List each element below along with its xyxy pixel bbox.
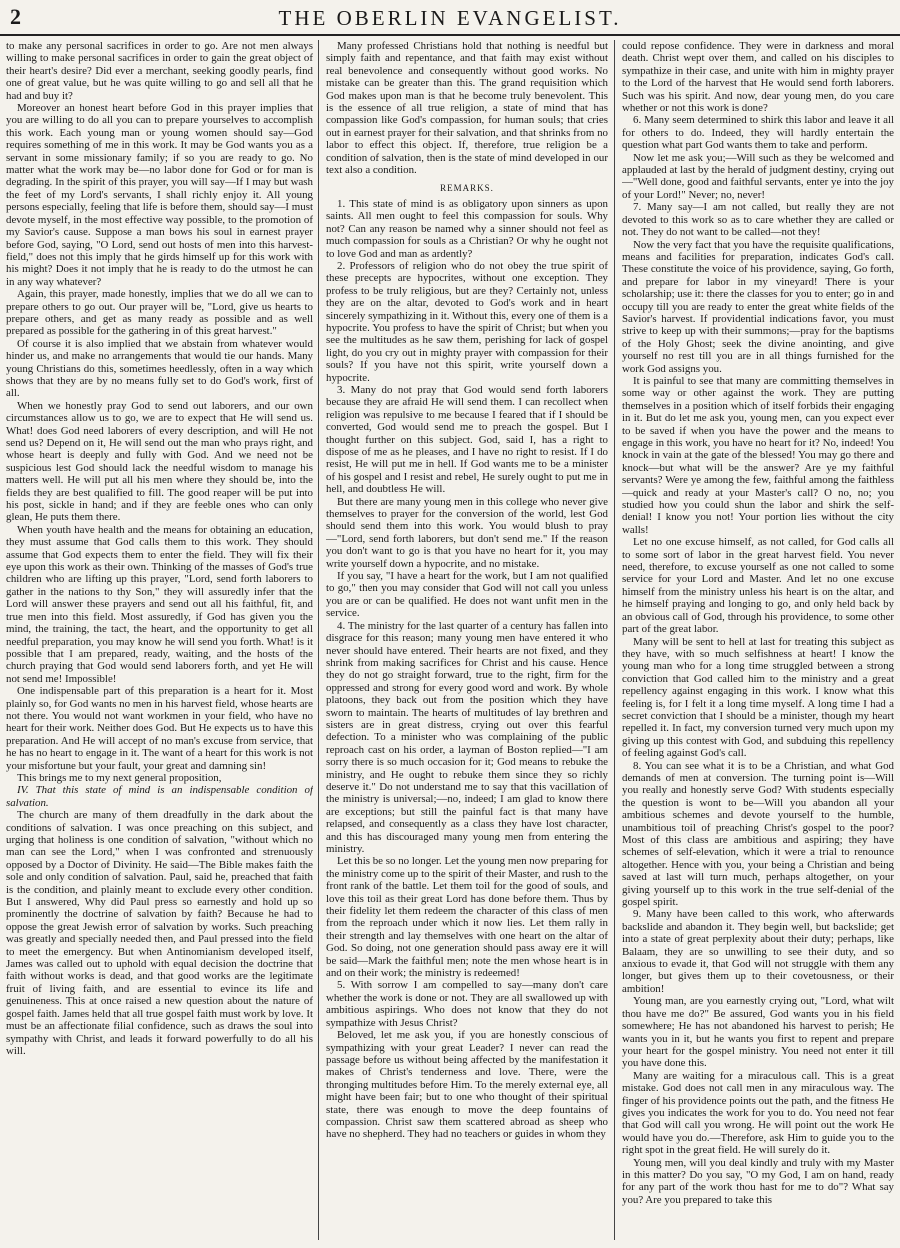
- paragraph: could repose confidence. They were in darkness and moral death. Christ wept over them, and called on his disciples to sympathize in their case, and unite with him in mighty prayer to the Lord of the harvest that He would send forth laborers. Such was his spirit. And now, dear young men, do you care whether or not this work is done?: [622, 40, 894, 115]
- paragraph: 9. Many have been called to this work, who afterwards backslide and abandon it. They begin well, but backslide; get into a state of great perplexity about their duty; perhaps, like Balaam, they are so unwilling to see their duty, and so anxious to evade it, that God will not struggle with them any longer, but gives them up to their covetousness, or their ambition!: [622, 908, 894, 995]
- paragraph: 2. Professors of religion who do not obey the true spirit of these precepts are hypocrites, without one exception. They profess to be truly religious, but are they? Certainly not, unless they are on the altar, devoted to God's work and in heart sincerely sympathizing in it. Without this, every one of them is a hypocrite. You profess to have the spirit of Christ; but when you see the multitudes as he saw them, perishing for lack of gospel light, do you cry out in mighty prayer with compassion for their souls? If you have not this spirit, write yourself down a hypocrite.: [326, 259, 608, 384]
- paragraph: This brings me to my next general proposition,: [17, 771, 222, 784]
- paragraph: One indispensable part of this preparation is a heart for it. Most plainly so, for God wants no men in his harvest field, whose hearts are not there. You would not want workmen in your field, who have no heart for their work. Neither does God. But He expects us to have this preparation. And He will accept of no man's excuse from service, that he has no heart to engage in it. The want of a heart for this work is not your misfortune but your fault, your great and damning sin!: [6, 685, 313, 772]
- paragraph: 6. Many seem determined to shirk this labor and leave it all for others to do. Indeed, they will hardly entertain the question what part God wants them to take and perform.: [622, 114, 894, 152]
- paragraph: Young man, are you earnestly crying out, "Lord, what wilt thou have me do?" Be assured, God wants you in his field somewhere; He has not abandoned his harvest to perish; He wants you in it, but he wants you first to repent and prepare your heart for the gospel ministry. You need not enter it till you have done this.: [622, 995, 894, 1070]
- paragraph: 5. With sorrow I am compelled to say—many don't care whether the work is done or not. They are all swallowed up with ambitious aspirings. Who does not know that they do not sympathize with Jesus Christ?: [326, 979, 608, 1029]
- paragraph: Many are waiting for a miraculous call. This is a great mistake. God does not call men in any miraculous way. The finger of his providence points out the path, and the fitness He gives you indicates the work for you to do. You need not fear that God will call you wrong. He will point out the work He would have you do.—Therefore, ask Him to guide you to the right spot in the great field. He will surely do it.: [622, 1069, 894, 1157]
- paragraph: 8. You can see what it is to be a Christian, and what God demands of men at conversion. The turning point is—Will you really and honestly serve God? With students especially the question is wont to be—Will you abandon all your ambitious schemes and devote yourself to the humble, unambitious toil of preaching Christ's gospel to the poor? Most of this class are ambitious and aspiring; they have schemes of self-elevation, which it were a trial to renounce altogether. Hence with you, your being a Christian and being saved at last will turn much, perhaps altogether, on your giving yourself up to this work in the true self-denial of the gospel spirit.: [622, 759, 894, 909]
- paragraph: Now let me ask you;—Will such as they be welcomed and applauded at last by the herald of judgment destiny, crying out—"Well done, good and faithful servants, enter ye into the joy of your Lord!" Never; no, never!: [622, 151, 894, 201]
- paragraph: 4. The ministry for the last quarter of a century has fallen into disgrace for this reason; many young men have entered it who never should have entered. Their hearts are not fixed, and they shrink from making sacrifices for Christ and his cause. Hence they do not go straight forward, true to the right, firm for the oppressed and strong for every good word and work. By whole platoons, they back out from the position which they have sworn to maintain. The hearts of multitudes of lay brethren and sisters are in great distress, crying out over this fearful defection. To a minister who was complaining of the public reproach cast on his order, a layman of Boston replied—"I am sorry there is so much occasion for it; God means to rebuke the ministry, and He ought to rebuke them since they so richly deserve it." Do not understand me to say that this vacillation of the ministry is universal;—no, indeed; I am glad to know there are exceptions; but still the painful fact is that many have relapsed, and consequently as a class they have lost character, and this has discouraged many young men from entering the ministry.: [326, 619, 608, 855]
- article-columns: [0, 40, 900, 1240]
- paragraph: Many will be sent to hell at last for treating this subject as they have, with so much selfishness at heart! I know the young man who for a long time struggled between a strong conviction that God called him to the ministry and a great repellency against engaging in this work. I know what this feeling is, for I felt it a long time myself. A long time I had a secret conviction that I should be a minister, though my heart repelled it. In fact, my conversion turned very much upon my giving up this contest with God, and subduing this repellency of feeling against God's call.: [622, 635, 894, 760]
- paragraph: 1. This state of mind is as obligatory upon sinners as upon saints. All men ought to feel this compassion for souls. Why not? Can any reason be named why a sinner should not feel as much compassion for souls as a Christian? Or why he ought not to love God and man as ardently?: [326, 197, 608, 260]
- column-3: [622, 40, 894, 1240]
- paragraph: But there are many young men in this college who never give themselves to prayer for the conversion of the world, lest God should send them into this work. You would blush to pray—"Lord, send forth laborers, but don't send me." If the reason you don't want to go is that you have no heart for it, you may write yourself down a hypocrite, and no mistake.: [326, 495, 608, 570]
- paragraph: Moreover an honest heart before God in this prayer implies that you are willing to do all you can to prepare yourselves to accomplish this work. Each young man or young women should say—God requires something of me in this work. It may be God wants you as a servant in some missionary family; if so you are ready to go. No matter what the work may be—no labor done for God or for man is degrading. In the spirit of this prayer, you will say—If I may but wash the feet of my Lord's servants, I shall richly enjoy it. All young persons especially, feeling that life is before them, should say—I must devote myself, in the most effective way possible, to the promotion of my Savior's cause. Suppose a man bows his soul in earnest prayer before God, saying, "O Lord, send out hosts of men into this harvest-field," does not this imply that he girds himself up for this work with his might? Does it not imply that he is ready to do the utmost he can in any way whatever?: [6, 102, 313, 288]
- paragraph: 3. Many do not pray that God would send forth laborers because they are afraid He will send them. I can recollect when religion was repulsive to me because I feared that if I should be converted, God would send me to preach the gospel. But I thought further on this subject. God, said I, has a right to dispose of me as he pleases, and I have no right to resist. If I do resist, He will put me in hell. If God wants me to be a minister of his gospel and I resist and rebel, He surely ought to put me in hell, and doubtless He will.: [326, 383, 608, 496]
- paragraph: Let this be so no longer. Let the young men now preparing for the ministry come up to the spirit of their Master, and rush to the front rank of the battle. Let them toil for the good of souls, and love this toil as their great Lord has done before them. Thus by their fidelity let them redeem the character of this class of men from the reproach under which it now lies. Let them rally in their strength and lay themselves with one heart on the altar of God. So doing, not one generation should pass away ere it will be said—Mark the faithful men; note the men whose heart is in and on their work; the ministry is redeemed!: [326, 855, 608, 980]
- paragraph: Many professed Christians hold that nothing is needful but simply faith and repentance, and that faith may exist without real benevolence and consequently without good works. No mistake can be greater than this. The grand requisition which God makes upon man is that he become truly benevolent. This is the essence of all true religion, a state of mind that has compassion like God's compassion, for human souls; that cries out in earnest prayer for their salvation, and that shrinks from no labor to effect this object. If, therefore, true religion be a condition of salvation, then is the state of mind developed in our text also a condition.: [326, 40, 608, 177]
- masthead: [0, 0, 900, 36]
- paragraph: If you say, "I have a heart for the work, but I am not qualified to go," then you may consider that God will not call you unless you are or can be qualified. He does not want unfit men in the service.: [326, 570, 608, 620]
- paragraph: It is painful to see that many are committing themselves in some way or other against the work. They are putting themselves in a position which of itself forbids their engaging in it. But do let me ask you, young men, can you expect ever to be saved if when you have the power and the means to engage in this work, you have no heart for it? No, indeed! You knock in vain at the gate of the blessed! You may go there and knock—but what will be the answer? Are ye my faithful servants? Were ye among the few, faithful among the faithless—quick and ready at your Master's call? O no, no; you studied how you could shun the labor and shirk the self-denial! I know you not! Your portion lies without the city walls!: [622, 374, 894, 536]
- column-1: [6, 40, 313, 1240]
- paragraph: to make any personal sacrifices in order to go. Are not men always willing to make personal sacrifices in order to gain the great object of their heart's desire? Did ever a merchant, seeking goodly pearls, find one of great value, but he was quite willing to go and sell all that he had and buy it?: [6, 40, 313, 102]
- newspaper-title: THE OBERLIN EVANGELIST.: [278, 6, 622, 30]
- remarks-heading: REMARKS.: [440, 183, 494, 194]
- section-heading: IV. That this state of mind is an indispensable condition of salvation.: [6, 784, 313, 809]
- paragraph: Again, this prayer, made honestly, implies that we do all we can to prepare others to go out. Our prayer will be, "Lord, give us hearts to prepare others, and get as many ready as possible and as well prepared as possible for the gathering in of this great harvest.": [6, 288, 313, 338]
- paragraph: When youth have health and the means for obtaining an education, they must assume that God calls them to this work. They should assume that God expects them to enter the field. They will fix their eye upon this work as their own. Thinking of the masses of God's true children who are lifting up this prayer, "Lord, send forth laborers to gather in the nations to thy Son," they will assuredly infer that the Lord will answer these prayers and send out all his faithful, fit, and true men into this field. Most assuredly, if God has given you the mind, the training, the tact, the heart, and the opportunity to get all needful preparation, you may know he will send you forth. What! is it possible that I am prepared, ready, waiting, and the hosts of the church praying that God would send laborers forth, and yet He will not send me! Impossible!: [6, 523, 313, 685]
- column-2: [326, 40, 608, 1240]
- paragraph: Now the very fact that you have the requisite qualifications, means and facilities for preparation, indicates God's call. These constitute the voice of his providence, saying, Go forth, and prepare for labor in my vineyard! There is your scholarship; use it: there the classes for you to enter; go in and occupy till you are ready to enter the great white fields of the Savior's harvest. If providential indications favor, you must strive to keep up with their summons;—pray for the baptisms of the Holy Ghost; seek the divine anointing, and give yourself no rest till you are in all things furnished for the work God assigns you.: [622, 238, 894, 375]
- paragraph: 7. Many say—I am not called, but really they are not devoted to this work so as to care whether they are called or not. They do not want to be called—not they!: [622, 201, 894, 239]
- paragraph: Let no one excuse himself, as not called, for God calls all to some sort of labor in the great harvest field. You never need, therefore, to excuse yourself as one not called to some service for your Lord and Master. And let no one excuse himself from the ministry unless his heart is on the altar, and he himself praying and longing to go, and only held back by an obvious call of God, through his providence, to some other part of the great labor.: [622, 536, 894, 636]
- paragraph: Young men, will you deal kindly and truly with my Master in this matter? Do you say, "O my God, I am on hand, ready for any part of the work thou hast for me to do"? What say you? Are you prepared to take this: [622, 1156, 894, 1206]
- paragraph: Of course it is also implied that we abstain from whatever would hinder us, and make no arrangements that would tie our hands. Many young Christians do this, sometimes heedlessly, often in a way which shows that they are by no means fully set to do God's work, first of all.: [6, 337, 313, 400]
- paragraph: The church are many of them dreadfully in the dark about the conditions of salvation. I was once preaching on this subject, and urging that holiness is one condition of salvation, "without which no man can see the Lord," when I was confronted and strenuously opposed by a Doctor of Divinity. He said—The Bible makes faith the sole and only condition of salvation. Paul, said he, preached that faith is the condition, and plainly meant to exclude every other condition. But I answered, Why did Paul press so earnestly and hold up so prominently the doctrine of salvation by faith? Because he had to oppose the great Jewish error of salvation by works. Such preaching was greatly and specially needed then, and Paul pressed into the field to meet the emergency. But when Antinomianism developed itself, James was called out to uphold with equal decision the doctrine that faith without works is dead, and that good works are the legitimate fruit of living faith, and are essential to evince its life and genuineness. This at once raised a new question about the nature of gospel faith. James held that all true gospel faith must work by love. It must be an affectionate filial confidence, such as draws the soul into sympathy with Christ, and leads it forward powerfully to do all his will.: [6, 809, 313, 1057]
- paragraph: Beloved, let me ask you, if you are honestly conscious of sympathizing with your great Leader? I never can read the passage before us without being affected by the manifestation it makes of Christ's tenderness and love. There, were the thronging multitudes before Him. To the merely external eye, all might have been fair; but to one who thought of their spiritual state, there was enough to move the deep fountains of compassion. Christ saw them scattered abroad as sheep who have no shepherd. They had no teachers or guides in whom they: [326, 1029, 608, 1141]
- page-number: 2: [10, 4, 21, 29]
- paragraph: When we honestly pray God to send out laborers, and our own circumstances allow us to go, we are to expect that He will send us. What! does God need laborers of every description, and will He not send us? Depend on it, He will send out the man who prays right, and whose heart is deeply and fully with God. And we need not be suspicious lest God should lack the needful wisdom to manage his matters well. He will put all his men where they should be, into the fields they are best qualified to fill. The good reaper will be put into his post, sickle in hand; and if they are feeble ones who can only glean, He puts them there.: [6, 399, 313, 524]
